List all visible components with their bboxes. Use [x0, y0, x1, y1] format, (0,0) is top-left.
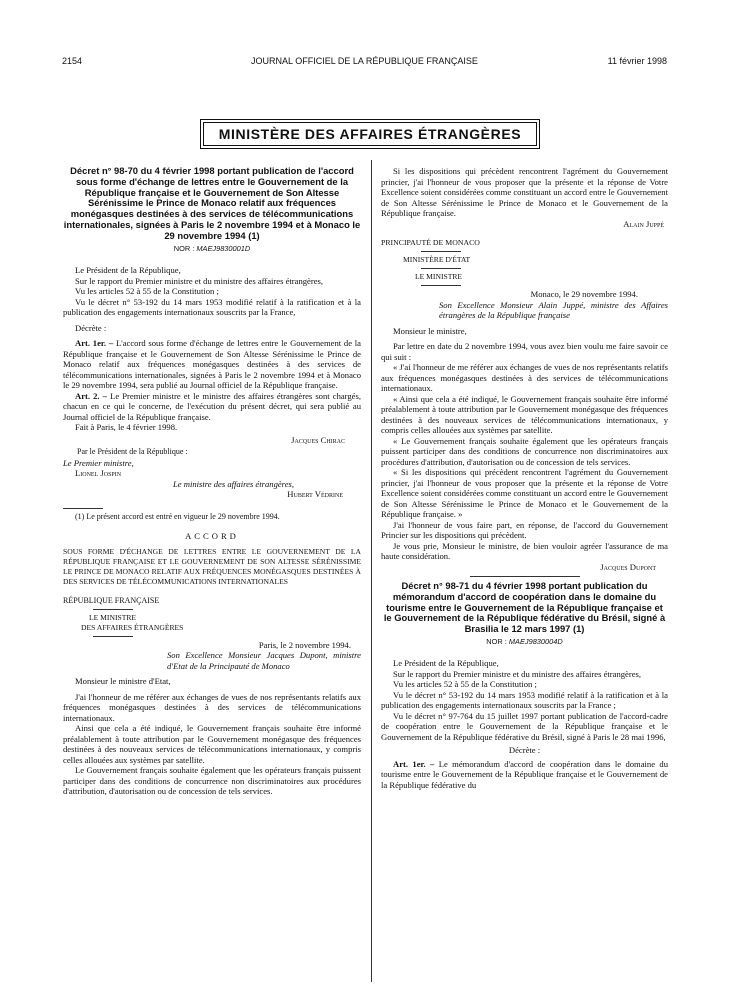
signature-place-date: Fait à Paris, le 4 février 1998. [75, 422, 178, 433]
section-divider [470, 576, 580, 577]
quote-paragraph: « Le Gouvernement français souhaite également que les opérateurs français puissent participer dans des conditions de concurrence non discriminatoires aux procédures d'attribution, d'autorisation ou de concession de tels services. [381, 435, 668, 467]
divider [421, 251, 461, 252]
paragraph: Vu le décret n° 97-764 du 15 juillet 1997 portant publication de l'accord-cadre de coopération entre le Gouvernement de la République française et le Gouvernement de la République fédérative du Brésil, signé à Paris le 28 mai 1996, [381, 710, 668, 742]
paragraph: Si les dispositions qui précèdent rencontrent l'agrément du Gouvernement princier, j'ai l'honneur de vous proposer que la présente et la réponse de Votre Excellence soient considérées comme constituant un accord entre le Gouvernement de Son Altesse Sérénissime le Prince de Monaco et le Gouvernement de la République française. [381, 166, 668, 218]
decree-title-2: Décret n° 98-71 du 4 février 1998 portant publication du mémorandum d'accord de coopération dans le domaine du tourisme entre le Gouvernement de la République française et le Gouvernement de la République fédérative du Brésil, signé à Brasilia le 12 mars 1997 (1) [383, 580, 666, 635]
by-the-president: Par le Président de la République : [77, 447, 188, 457]
monaco-addressee: Son Excellence Monsieur Alain Juppé, ministre des Affaires étrangères de la République française [439, 299, 668, 320]
column-divider [371, 160, 372, 982]
signature-chirac: Jacques Chirac [291, 434, 345, 445]
paragraph: Vu les articles 52 à 55 de la Constitution ; [393, 679, 537, 690]
right-column [381, 166, 668, 790]
republique-francaise: RÉPUBLIQUE FRANÇAISE [63, 595, 160, 605]
le-ministre-monaco: LE MINISTRE [415, 272, 463, 281]
decrete-label: Décrète : [75, 322, 107, 333]
accord-subheading: SOUS FORME D'ÉCHANGE DE LETTRES ENTRE LE GOUVERNEMENT DE LA RÉPUBLIQUE FRANÇAISE ET LE GOUVERNEMENT DE SON ALTESSE SÉRÉNISSIME LE PRINCE DE MONACO RELATIF AUX FRÉQUENCES MONÉGASQUES DESTINÉES À DES SERVICES DE TÉLÉCOMMUNICATIONS INTERNATIONALES [63, 546, 361, 586]
letter-date: Paris, le 2 novembre 1994. [258, 639, 351, 650]
paragraph: Vu le décret n° 53-192 du 14 mars 1953 modifié relatif à la ratification et à la publication des engagements internationaux souscrits par la France ; [381, 689, 668, 711]
journal-title: JOURNAL OFFICIEL DE LA RÉPUBLIQUE FRANÇAISE [251, 56, 478, 66]
paragraph: Vu le décret n° 53-192 du 14 mars 1953 modifié relatif à la ratification et à la publication des engagements internationaux souscrits par la France, [63, 296, 361, 318]
divider [421, 268, 461, 269]
nor-reference-2: NOR : MAEJ9830004D [486, 636, 563, 646]
paragraph: Ainsi que cela a été indiqué, le Gouvernement français souhaite être informé préalablement à toute attribution par le Gouvernement monégasque des fréquences destinées à des nouveaux services de télécommunications internationaux, y compris celles allouées aux systèmes par satellite. [63, 723, 361, 765]
paragraph: Le Gouvernement français souhaite également que les opérateurs français puissent participer dans des conditions de concurrence non discriminatoires aux procédures d'attribution, d'autorisation ou de concession de tels services. [63, 765, 361, 797]
letter-addressee: Son Excellence Monsieur Jacques Dupont, ministre d'Etat de la Principauté de Monaco [167, 650, 361, 671]
left-column [63, 166, 361, 797]
divider [93, 609, 133, 610]
article-1: Art. 1er. – L'accord sous forme d'échange de lettres entre le Gouvernement de la République française et le Gouvernement de Son Altesse Sérénissime le Prince de Monaco relatif aux fréquences monégasques destinées à des services de télécommunications internationales, signées à Paris le 2 novembre 1994 et à Monaco le 29 novembre 1994, sera publié au Journal officiel de la République française. [63, 338, 361, 391]
paragraph: Je vous prie, Monsieur le ministre, de bien vouloir agréer l'assurance de ma haute considération. [381, 540, 668, 561]
le-ministre-label: LE MINISTRE [89, 612, 137, 622]
divider [93, 636, 133, 637]
paragraph: Par lettre en date du 2 novembre 1994, vous avez bien voulu me faire savoir ce qui suit : [381, 341, 668, 362]
ministere-etat: MINISTÈRE D'ÉTAT [403, 255, 471, 264]
quote-paragraph: « J'ai l'honneur de me référer aux échanges de vues de nos représentants relatifs aux fréquences monégasques destinées à des services de télécommunications internationaux. [381, 362, 668, 393]
accord-heading: ACCORD [185, 531, 239, 542]
paragraph: Le Président de la République, [393, 658, 499, 669]
page-header [62, 56, 667, 70]
signature-vedrine: Hubert Védrine [287, 489, 343, 500]
nor-reference: NOR : MAEJ9830001D [173, 243, 251, 253]
paragraph: J'ai l'honneur de vous faire part, en réponse, de l'accord du Gouvernement Princier sur les dispositions qui précèdent. [381, 519, 668, 540]
letter-salutation: Monsieur le ministre d'Etat, [75, 676, 171, 687]
principaute-monaco: PRINCIPAUTÉ DE MONACO [381, 238, 480, 247]
footnote: (1) Le présent accord est entré en vigueur le 29 novembre 1994. [75, 511, 280, 521]
decree-title: Décret n° 98-70 du 4 février 1998 portant publication de l'accord sous forme d'échange de lettres entre le Gouvernement de la République française et le Gouvernement de Son Altesse Sérénissime le Prince de Monaco relatif aux fréquences monégasques destinées à des services de télécommunications internationales, signées à Paris le 2 novembre 1994 et à Monaco le 29 novembre 1994 (1) [63, 165, 361, 241]
paragraph: Sur le rapport du Premier ministre et du ministre des affaires étrangères, [75, 275, 324, 286]
paragraph: Sur le rapport du Premier ministre et du ministre des affaires étrangères, [393, 668, 642, 679]
paragraph: Vu les articles 52 à 55 de la Constitution ; [75, 286, 219, 297]
quote-paragraph: « Ainsi que cela a été indiqué, le Gouvernement français souhaite être informé préalablement à toute attribution par le Gouvernement monégasque des fréquences destinées à des nouveaux services de télécommunications internationaux, y compris celles allouées aux systèmes par satellite. [381, 393, 668, 435]
paragraph: Le Président de la République, [75, 265, 181, 276]
issue-date: 11 février 1998 [607, 56, 667, 66]
footnote-rule [63, 508, 103, 509]
article-1-decree2: Art. 1er. – Le mémorandum d'accord de coopération dans le domaine du tourisme entre le Gouvernement de la République française et le Gouvernement de la République fédérative du [381, 758, 668, 790]
signature-jospin: Lionel Jospin [75, 468, 122, 479]
mae-title: Le ministre des affaires étrangères, [173, 478, 295, 489]
page-number: 2154 [62, 56, 83, 66]
divider [421, 285, 461, 286]
ministry-heading: MINISTÈRE DES AFFAIRES ÉTRANGÈRES [203, 122, 537, 146]
monaco-date: Monaco, le 29 novembre 1994. [530, 289, 638, 299]
des-affaires-label: DES AFFAIRES ÉTRANGÈRES [81, 622, 184, 632]
decrete-label-2: Décrète : [508, 745, 541, 756]
paragraph: J'ai l'honneur de me référer aux échanges de vues de nos représentants relatifs aux fréquences monégasques destinées à des services de télécommunications internationaux. [63, 691, 361, 723]
quote-paragraph: « Si les dispositions qui précèdent rencontrent l'agrément du Gouvernement princier, j'ai l'honneur de vous proposer que la présente et la réponse de Votre Excellence soient considérées comme constituant un accord entre le Gouvernement de Son Altesse Sérénissime le Prince de Monaco et le Gouvernement de la République française. » [381, 467, 668, 519]
article-2: Art. 2. – Le Premier ministre et le ministre des affaires étrangères sont chargés, chacun en ce qui le concerne, de l'exécution du présent décret, qui sera publié au Journal officiel de la République française. [63, 390, 361, 422]
signature-juppe: Alain Juppé [623, 218, 664, 229]
monaco-salutation: Monsieur le ministre, [393, 325, 467, 336]
signature-dupont: Jacques Dupont [600, 561, 656, 572]
pm-title: Le Premier ministre, [63, 457, 134, 468]
